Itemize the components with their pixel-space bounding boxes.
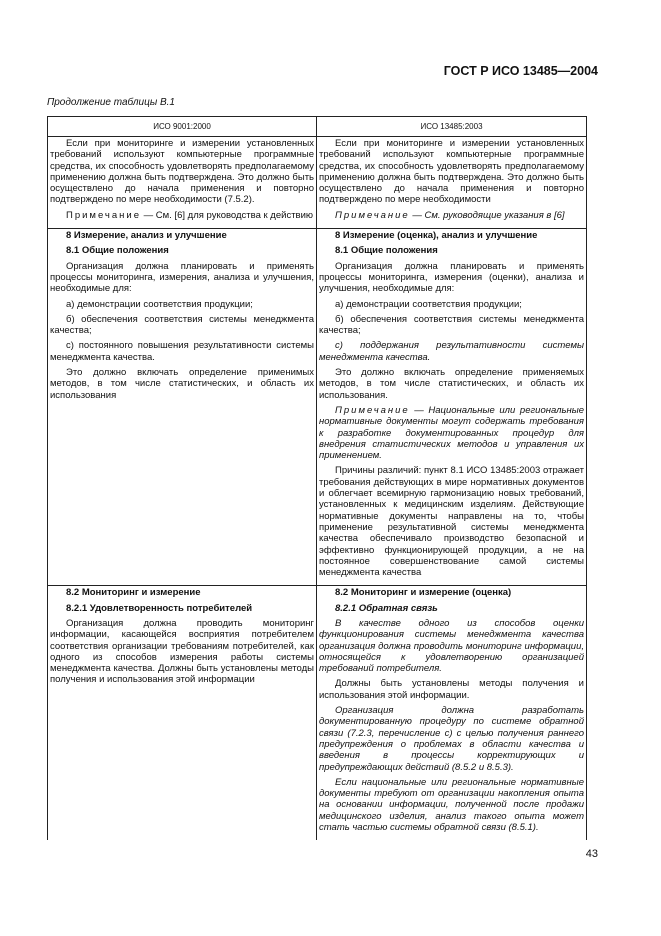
iso9001-cell <box>48 137 317 229</box>
note: Примечание — См. руководящие указания в [6] <box>335 209 565 221</box>
section-heading: 8.2 Мониторинг и измерение (оценка) <box>335 587 512 599</box>
section-heading: 8 Измерение (оценка), анализ и улучшение <box>335 230 538 242</box>
paragraph: В качестве одного из способов оценки функционирования системы менеджмента качества организация должна проводить мониторинг информации, относящейся к удовлетворению организацией требований потребителя. <box>319 617 584 675</box>
paragraph: Если при мониторинге и измерении установленных требований используют компьютерные программные средства, их способность удовлетворять предполагаемому применению должна быть подтверждена. Это должно быть осуществлено до начала применения и повторно подтверждено по мере необходимости <box>319 138 584 206</box>
note: Примечание — См. [6] для руководства к действию <box>66 209 314 221</box>
iso13485-cell <box>317 586 587 840</box>
iso9001-cell <box>48 586 317 840</box>
section-heading: 8.2 Мониторинг и измерение <box>66 587 201 599</box>
section-heading: 8.1 Общие положения <box>335 245 438 257</box>
note-label: Примечание <box>335 404 410 416</box>
section-heading: 8.2.1 Обратная связь <box>335 602 438 614</box>
paragraph: Если при мониторинге и измерении установленных требований используют компьютерные программные средства, их способность удовлетворять предполагаемому применению должна быть подтверждена. Это должно быть осуществлено до начала применения и повторно подтверждено по мере необходимости (7.5.2). <box>50 138 314 206</box>
paragraph: с) постоянного повышения результативности системы менеджмента качества. <box>50 340 314 363</box>
paragraph: Если национальные или региональные нормативные документы требуют от организации накопления опыта на основании информации, полученной после продажи медицинского изделия, анализ такого опыта может стать частью системы обратной связи (8.5.1). <box>319 776 584 834</box>
iso13485-cell <box>317 229 587 586</box>
iso13485-cell <box>317 137 587 229</box>
section-heading: 8.1 Общие положения <box>66 245 169 257</box>
note: Примечание — Национальные или региональные нормативные документы могут содержать требования к разработке документированных процедур для внедрения статистических методов и управления их применением. <box>319 404 584 462</box>
paragraph: Причины различий: пункт 8.1 ИСО 13485:2003 отражает требования действующих в мире нормативных документов и облегчает всемирную гармонизацию новых требований, установленных к медицинским изделиям. Действующие нормативные документы направлены на то, чтобы применение результативной системы менеджмента качества обеспечивало производство безопасной и эффективно функционирующей продукции, а не на постоянное совершенствование самой системы менеджмента качества <box>319 465 584 579</box>
section-heading: 8 Измерение, анализ и улучшение <box>66 230 227 242</box>
table-row <box>48 586 587 840</box>
table-header-row <box>48 117 587 137</box>
paragraph: а) демонстрации соответствия продукции; <box>335 298 522 310</box>
iso9001-cell <box>48 229 317 586</box>
paragraph: Это должно включать определение применимых методов, в том числе статистических, и область их использования <box>50 367 314 401</box>
paragraph: с) поддержания результативности системы менеджмента качества. <box>319 340 584 363</box>
paragraph: Должны быть установлены методы получения и использования этой информации. <box>319 678 584 701</box>
column-header-iso13485: ИСО 13485:2003 <box>317 117 587 137</box>
paragraph: б) обеспечения соответствия системы менеджмента качества; <box>319 313 584 337</box>
paragraph: б) обеспечения соответствия системы менеджмента качества; <box>50 313 314 337</box>
table-caption: Продолжение таблицы В.1 <box>47 97 175 108</box>
note-label: Примечание <box>66 209 141 221</box>
page-number: 43 <box>585 848 598 860</box>
document-header: ГОСТ Р ИСО 13485—2004 <box>443 64 598 78</box>
paragraph: Организация должна планировать и применять процессы мониторинга, измерения (оценки), анализа и улучшения, необходимые для: <box>319 260 584 295</box>
note-label: Примечание <box>335 209 410 221</box>
section-heading: 8.2.1 Удовлетворенность потребителей <box>66 602 253 614</box>
paragraph: Организация должна проводить мониторинг информации, касающейся восприятия потребителем соответствия организации требованиям потребителей, как одного из способов измерения работы системы менеджмента качества. Должны быть установлены методы получения и использования этой информации <box>50 617 314 686</box>
table-row <box>48 137 587 229</box>
paragraph: Это должно включать определение применяемых методов, в том числе статистических, и область их использования. <box>319 367 584 401</box>
table-row <box>48 229 587 586</box>
paragraph: Организация должна планировать и применять процессы мониторинга, измерения, анализа и улучшения, необходимые для: <box>50 260 314 295</box>
paragraph: а) демонстрации соответствия продукции; <box>66 298 253 310</box>
comparison-table <box>47 116 587 840</box>
paragraph: Организация должна разработать документированную процедуру по системе обратной связи (7.2.3, перечисление с) с целью получения раннего предупреждения о проблемах в области качества и введения в процессы корректирующих и предупреждающих действий (8.5.2 и 8.5.3). <box>319 705 584 773</box>
column-header-iso9001: ИСО 9001:2000 <box>48 117 317 137</box>
